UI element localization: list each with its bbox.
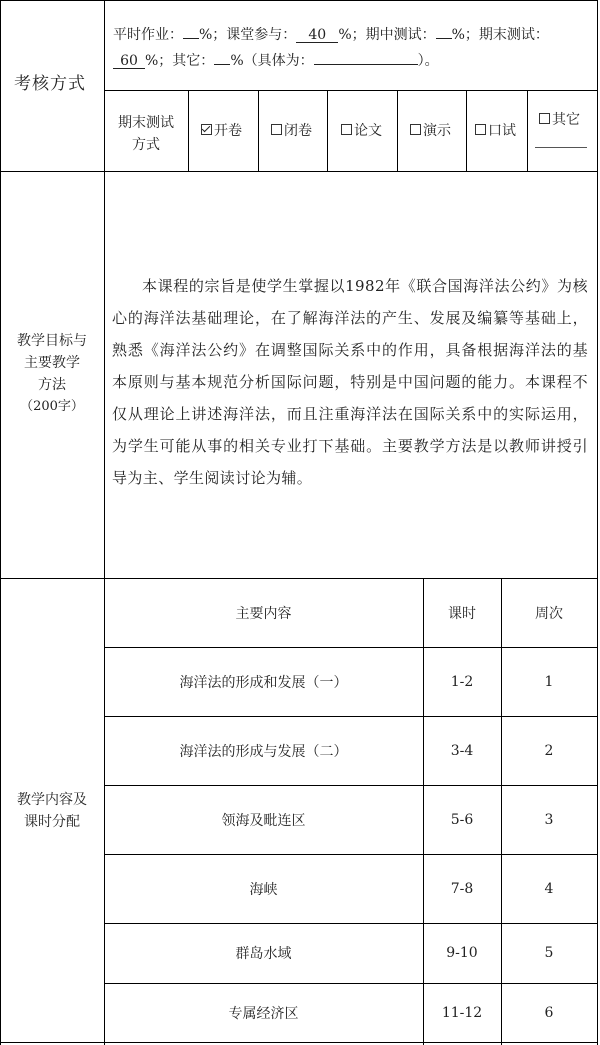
assessment-inner-divider xyxy=(104,90,598,91)
option-divider xyxy=(527,90,528,171)
table-border-right xyxy=(597,0,598,1045)
schedule-row-label: 教学内容及 课时分配 xyxy=(17,792,87,830)
table-row-hours: 1-2 xyxy=(450,673,474,690)
option-closed-book[interactable]: 闭卷 xyxy=(271,124,312,138)
option-divider xyxy=(397,90,398,171)
option-divider xyxy=(466,90,467,171)
checkbox-checked-icon[interactable] xyxy=(201,124,212,135)
option-other-blank xyxy=(535,147,587,148)
assessment-weights-line-2: 60 %；其它： %（具体为： ）。 xyxy=(113,50,439,69)
schedule-header-week: 周次 xyxy=(535,605,563,622)
checkbox-icon[interactable] xyxy=(410,124,421,135)
other-description xyxy=(314,50,418,65)
table-row-content: 海峡 xyxy=(249,881,278,898)
other-percent xyxy=(214,64,230,65)
table-row-week: 5 xyxy=(544,945,554,961)
option-oral[interactable]: 口试 xyxy=(475,124,516,138)
table-row-week: 2 xyxy=(544,742,554,759)
final-method-label: 期末测试 方式 xyxy=(118,115,174,153)
table-row-week: 3 xyxy=(544,811,554,828)
table-row-hours: 9-10 xyxy=(446,945,478,961)
table-row-hours: 11-12 xyxy=(441,1004,483,1021)
checkbox-icon[interactable] xyxy=(341,124,352,135)
option-divider xyxy=(327,90,328,171)
table-row-content: 群岛水域 xyxy=(235,946,292,962)
table-row-content: 海洋法的形成和发展（一） xyxy=(179,674,348,691)
table-row-content: 海洋法的形成与发展（二） xyxy=(179,743,348,760)
checkbox-icon[interactable] xyxy=(539,113,550,124)
table-row-hours: 5-6 xyxy=(450,811,474,828)
option-presentation[interactable]: 演示 xyxy=(410,124,451,138)
participation-percent: 40 xyxy=(296,28,338,43)
table-row-week: 6 xyxy=(544,1004,554,1021)
table-border-bottom xyxy=(0,1042,598,1043)
objectives-paragraph: 本课程的宗旨是使学生掌握以1982年《联合国海洋法公约》为核心的海洋法基础理论，在了解海洋法的产生、发展及编纂等基础上，熟悉《海洋法公约》在调整国际关系中的作用，具备根据海洋法的基本原则与基本规范分析国际问题，特别是中国问题的能力。本课程不仅从理论上讲述海洋法，而且注重海洋法在国际关系中的实际运用，为学生可能从事的相关专业打下基础。主要教学方法是以教师讲授引导为主、学生阅读讨论为辅。 xyxy=(112,277,588,487)
option-other[interactable]: 其它 xyxy=(539,113,580,127)
assessment-weights-line-1: 平时作业： %；课堂参与： 40 %；期中测试： %；期末测试： xyxy=(113,27,549,43)
checkbox-icon[interactable] xyxy=(271,124,282,135)
option-divider xyxy=(188,90,189,171)
schedule-header-hours: 课时 xyxy=(448,605,476,622)
table-row-week: 4 xyxy=(544,880,554,897)
checkbox-icon[interactable] xyxy=(475,124,486,135)
regular-work-percent xyxy=(183,38,199,39)
final-exam-percent: 60 xyxy=(113,54,145,69)
assessment-row-label: 考核方式 xyxy=(14,74,86,94)
midterm-percent xyxy=(436,38,452,39)
option-paper[interactable]: 论文 xyxy=(341,124,382,138)
section-divider-1 xyxy=(0,171,598,172)
objectives-row-label: 教学目标与 主要教学 方法 （200字） xyxy=(17,333,87,414)
table-row-hours: 7-8 xyxy=(450,880,474,897)
table-border-left xyxy=(0,0,1,1045)
table-row-week: 1 xyxy=(544,673,554,690)
schedule-header-content: 主要内容 xyxy=(235,605,292,622)
table-row-hours: 3-4 xyxy=(450,742,474,759)
table-row-content: 领海及毗连区 xyxy=(221,812,306,829)
table-border-top xyxy=(0,0,598,1)
option-divider xyxy=(258,90,259,171)
option-open-book[interactable]: 开卷 xyxy=(201,124,242,138)
table-row-content: 专属经济区 xyxy=(228,1005,299,1022)
